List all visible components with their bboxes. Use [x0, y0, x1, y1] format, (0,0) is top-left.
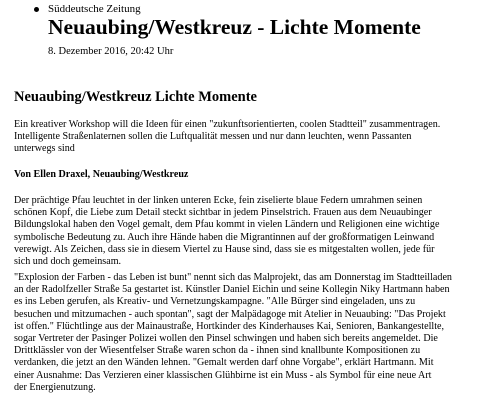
paragraph-2: [14, 272, 486, 394]
paragraph-line: verewigt. Als Zeichen, dass sie in diesem Viertel zu Hause sind, dass sie es mitgestalten wollen, jede für: [14, 243, 435, 255]
paragraph-line: Bildungslokal haben den Vogel gemalt, dem Pfau kommt in vielen Ländern und Religionen eine wichtige: [14, 219, 440, 231]
source-name: Süddeutsche Zeitung: [34, 3, 141, 16]
paragraph-line: Drittklässler von der Wiesentfelser Straße waren schon da - ihnen sind knallbunte Kompositionen zu: [14, 345, 421, 357]
paragraph-line: Der prächtige Pfau leuchtet in der linken unteren Ecke, fein ziselierte blaue Federn umrahmen seinen: [14, 195, 423, 206]
paragraph-line: einer Ausnahme: Das Verzieren einer klassischen Glühbirne ist ein Muss - als Symbol für eine neue Art: [14, 369, 432, 381]
lead-line: unterwegs sind: [14, 143, 75, 155]
paragraph-line: "Explosion der Farben - das Leben ist bunt" nennt sich das Malprojekt, das am Donnerstag im Stadtteilladen: [14, 272, 452, 283]
publish-date: 8. Dezember 2016, 20:42 Uhr: [48, 46, 174, 57]
page-title: Neuaubing/Westkreuz - Lichte Momente: [48, 15, 421, 39]
lead-line: Intelligente Straßenlaternen sollen die Luftqualität messen und nur dann leuchten, wenn Passanten: [14, 131, 412, 143]
paragraph-line: besuchen und mitzumachen - auch spontan", sagt der Malpädagoge mit Atelier in Neuaubing: "Das Projekt: [14, 308, 446, 320]
paragraph-line: schönen Kopf, die Liebe zum Detail steckt sichtbar in jedem Pinselstrich. Frauen aus dem Neuaubinger: [14, 207, 432, 219]
paragraph-1: [14, 195, 486, 268]
paragraph-line: sich und doch gemeinsam.: [14, 256, 122, 268]
paragraph-line: der Energienutzung.: [14, 381, 96, 393]
paragraph-line: sogar Vertreter der Pasinger Polizei wollen den Pinsel schwingen und haben sich bereits angemeldet. Die: [14, 333, 438, 345]
paragraph-line: verdanken, die jetzt an den Wänden lehnen. "Gemalt werden darf ohne Vorgabe", erklärt Hartmann. Mit: [14, 357, 434, 369]
paragraph-line: ist offen." Flüchtlinge aus der Mainaustraße, Hortkinder des Kinderhauses Kai, Senioren, Bankangestellte,: [14, 320, 445, 332]
lead-line: Ein kreativer Workshop will die Ideen für einen "zukunftsorientierten, coolen Stadtteil" zusammentragen.: [14, 119, 441, 130]
article-heading: Neuaubing/Westkreuz Lichte Momente: [14, 89, 257, 105]
paragraph-line: an der Radolfzeller Straße 5a gestartet ist. Künstler Daniel Eichin und seine Kollegin Niky Hartmann haben: [14, 284, 450, 296]
paragraph-line: symbolische Bedeutung zu. Auch ihre Hände haben die Migrantinnen auf der großformatigen Leinwand: [14, 231, 435, 243]
article-lead: [14, 119, 486, 156]
article-author: Von Ellen Draxel, Neuaubing/Westkreuz: [14, 169, 189, 180]
paragraph-line: es ins Leben gerufen, als Kreativ- und Vernetzungskampagne. "Alle Bürger sind eingeladen, uns zu: [14, 296, 416, 308]
